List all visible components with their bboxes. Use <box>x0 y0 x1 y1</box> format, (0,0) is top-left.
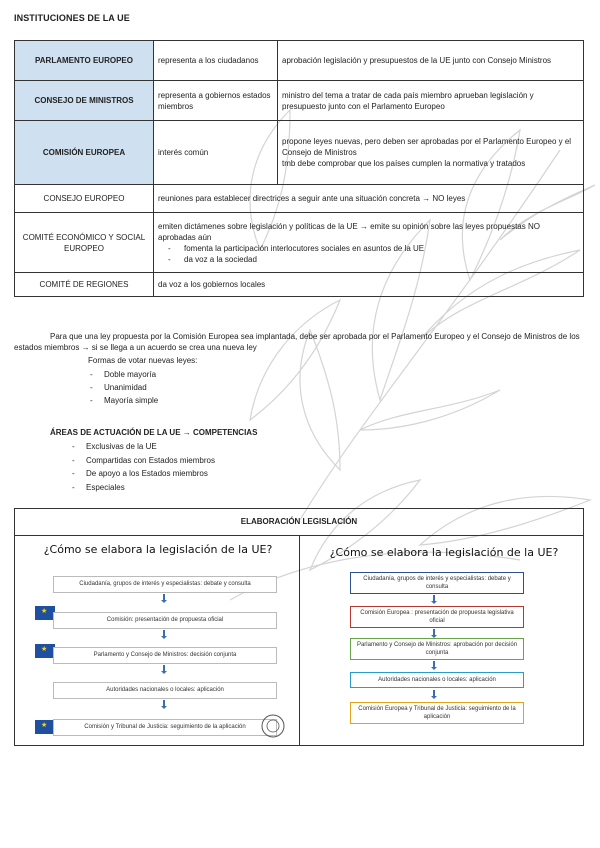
cell-bullets <box>158 243 579 265</box>
flow-step: Comisión Europea : presentación de propuesta legislativa oficial <box>350 606 524 628</box>
table-cell: representa a gobiernos estados miembros <box>154 81 278 121</box>
down-arrow-icon <box>163 630 165 636</box>
paragraph-text: Para que una ley propuesta por la Comisión Europea sea implantada, debe ser aprobada por el Parlamento Europeo y el Consejo de Ministros de los estados miembros → si se llega a un acuerdo se crea una nueva ley <box>14 332 580 352</box>
eu-flag-icon <box>35 606 55 620</box>
list-item: - Especiales <box>86 481 215 495</box>
row-header: CONSEJO EUROPEO <box>15 185 154 213</box>
body-paragraph <box>14 331 586 353</box>
areas-heading: ÁREAS DE ACTUACIÓN DE LA UE → COMPETENCIAS <box>50 428 258 437</box>
table-cell: da voz a los gobiernos locales <box>154 273 584 297</box>
table-cell <box>154 213 584 273</box>
institutions-table <box>14 40 584 297</box>
down-arrow-icon <box>433 629 435 635</box>
list-item: - fomenta la participación interlocutores sociales en asuntos de la UE <box>184 243 579 254</box>
cell-line: propone leyes nuevas, pero deben ser aprobadas por el Parlamento Europeo y el Consejo de Ministros <box>282 137 572 157</box>
table-row <box>15 81 584 121</box>
down-arrow-icon <box>433 661 435 667</box>
down-arrow-icon <box>433 690 435 696</box>
elaboration-left-diagram <box>15 536 300 745</box>
list-item: - De apoyo a los Estados miembros <box>86 467 215 481</box>
row-header: COMITÉ ECONÓMICO Y SOCIAL EUROPEO <box>15 213 154 273</box>
areas-list <box>86 440 215 494</box>
table-cell: reuniones para establecer directrices a seguir ante una situación concreta → NO leyes <box>154 185 584 213</box>
flow-step: Comisión: presentación de propuesta oficial <box>53 612 277 629</box>
table-cell: interés común <box>154 121 278 185</box>
table-cell: ministro del tema a tratar de cada país miembro aprueban legislación y presupuesto junto con el Parlamento Europeo <box>278 81 584 121</box>
row-header: COMISIÓN EUROPEA <box>15 121 154 185</box>
voting-forms-label: Formas de votar nuevas leyes: <box>88 356 198 365</box>
flow-step: Ciudadanía, grupos de interés y especialistas: debate y consulta <box>53 576 277 593</box>
table-row <box>15 121 584 185</box>
list-item: - Unanimidad <box>104 381 158 394</box>
cell-line: tmb debe comprobar que los países cumplen la normativa y tratados <box>282 159 526 168</box>
flow-step: Ciudadanía, grupos de interés y especialistas: debate y consulta <box>350 572 524 594</box>
row-header: PARLAMENTO EUROPEO <box>15 41 154 81</box>
flow-step: Parlamento y Consejo de Ministros: aprobación por decisión conjunta <box>350 638 524 660</box>
elaboration-right-diagram <box>300 536 583 745</box>
down-arrow-icon <box>163 665 165 671</box>
list-item: - Mayoría simple <box>104 394 158 407</box>
cell-line: emiten dictámenes sobre legislación y políticas de la UE → emite su opinión sobre las leyes propuestas NO aprobadas aún <box>158 221 540 242</box>
table-row <box>15 273 584 297</box>
row-header: COMITÉ DE REGIONES <box>15 273 154 297</box>
table-cell: aprobación legislación y presupuestos de la UE junto con Consejo Ministros <box>278 41 584 81</box>
list-item: - Doble mayoría <box>104 368 158 381</box>
down-arrow-icon <box>163 700 165 706</box>
elaboration-header: ELABORACIÓN LEGISLACIÓN <box>15 509 583 536</box>
table-row <box>15 41 584 81</box>
flow-step: Comisión Europea y Tribunal de Justicia: seguimiento de la aplicación <box>350 702 524 724</box>
down-arrow-icon <box>163 594 165 600</box>
flow-step: Parlamento y Consejo de Ministros: decisión conjunta <box>53 647 277 664</box>
page-title: INSTITUCIONES DE LA UE <box>14 13 130 23</box>
court-seal-icon <box>260 713 286 739</box>
elaboration-box <box>14 508 584 746</box>
down-arrow-icon <box>433 595 435 601</box>
table-cell <box>278 121 584 185</box>
row-header: CONSEJO DE MINISTROS <box>15 81 154 121</box>
flow-step: Autoridades nacionales o locales: aplicación <box>350 672 524 688</box>
diagram-title: ¿Cómo se elabora la legislación de la UE? <box>43 543 273 556</box>
table-row <box>15 213 584 273</box>
flow-step: Comisión y Tribunal de Justicia: seguimiento de la aplicación <box>53 719 277 736</box>
eu-flag-icon <box>35 720 55 734</box>
table-row <box>15 185 584 213</box>
eu-flag-icon <box>35 644 55 658</box>
voting-forms-list <box>104 368 158 407</box>
table-cell: representa a los ciudadanos <box>154 41 278 81</box>
diagram-title: ¿Cómo se elabora la legislación de la UE? <box>329 546 559 559</box>
flow-step: Autoridades nacionales o locales: aplicación <box>53 682 277 699</box>
list-item: - Exclusivas de la UE <box>86 440 215 454</box>
list-item: - Compartidas con Estados miembros <box>86 454 215 468</box>
list-item: - da voz a la sociedad <box>184 254 579 265</box>
